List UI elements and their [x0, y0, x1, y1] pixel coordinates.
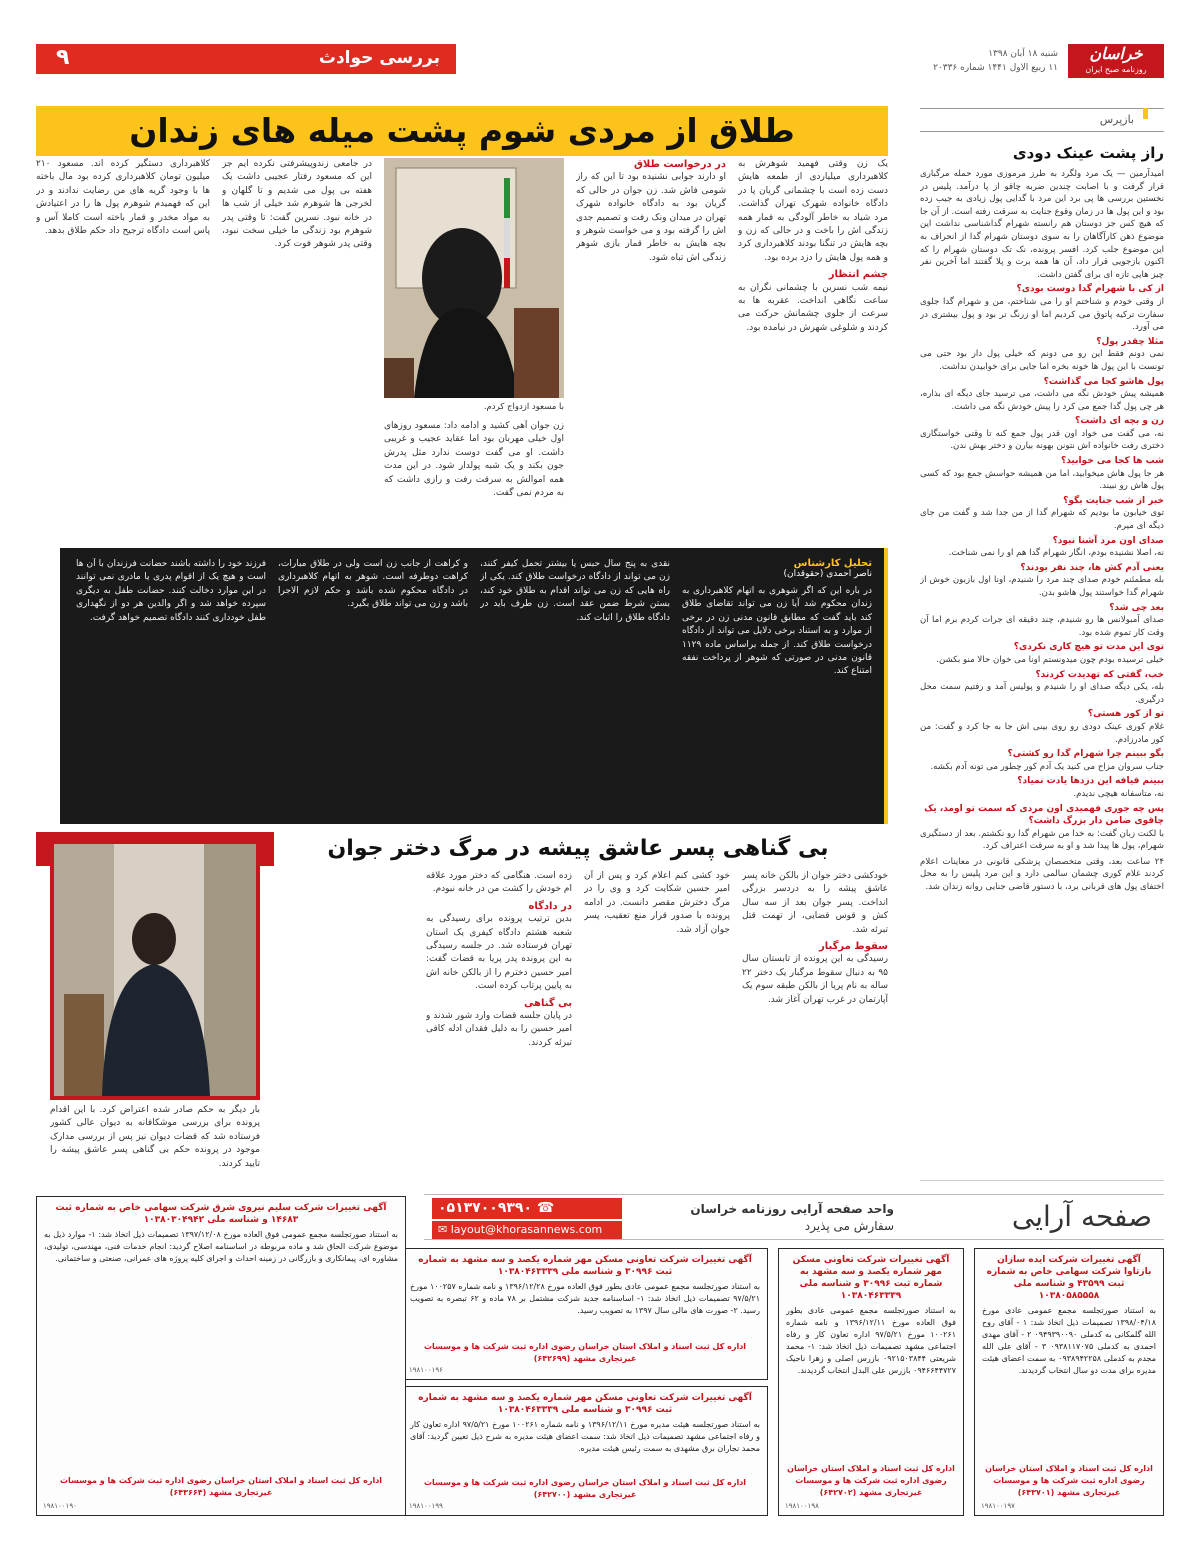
analysis-column-1: تحلیل کارشناس ناصر احمدی (حقوقدان) در باره این که اگر شوهری به اتهام کلاهبرداری به زندان محکوم شد آیا زن می تواند تقاضای طلاق کند باید گفت که مطابق قانون مدنی زن در برخی از موارد و به استناد برخی دلایل می تواند از دادگاه درخواست طلاق کند. از جمله براساس ماده ۱۱۲۹ قانون مدنی در صورتی که شوهر از پرداخت نفقه امتناع کند. — [682, 558, 872, 677]
sidebar-question: یعنی آدم کش ها، چند نفر بودند؟ — [1020, 562, 1164, 573]
phone-icon: ☎ — [532, 1200, 555, 1216]
sidebar-question: توی این مدت تو هیچ کاری نکردی؟ — [1013, 642, 1164, 653]
email-row — [432, 1221, 622, 1239]
sidebar-answer: نه، اصلا نشنیده بودم، انگار شهرام گدا هم او را نمی شناخت. — [948, 548, 1164, 559]
newspaper-logo — [1068, 44, 1164, 78]
sidebar-intro: امیدآرمین — یک مرد ولگرد به طرز مرموزی مورد حمله مرگباری قرار گرفت و با اصابت چندین ضربه چاقو از پا درآمد. پلیس در نخستین بررسی ها پی برد این مرد با گدایی پول زیادی به جیب زده بود و این پول ها در زمان وقوع جنایت به سرقت رفته است. از آن جا که هیچ کس جز دوستان هم رانسته شهرام گداشناسی نداشت این موضوع ذهن کارآگاهان را به سوی دوستان شهرام گدا از انحراف به این موضوع جلب کرد. افسر پرونده، نک تک دوستان شهرام را که اکنون بازجویی قرار داد، آن ها همه برت و پلا گفتند اما آخرین نفر چیز هایی تازه ای برای گفتن داشت. — [920, 169, 1164, 280]
sidebar-answer: توی خیابون ما بودیم که شهرام گدا از من جدا شد و گفت من جای دیگه ای میرم. — [920, 508, 1164, 532]
sidebar-question: مثلا چقدر پول؟ — [1096, 336, 1164, 347]
story-column-4: در جامعی زندوپیشرفتی نکرده ایم جز این که مسعود رفتار عجیبی داشت یک هفته بی پول می شدیم و تا گلهان و لخرجی ها شوهرم شد خیلی از شب ها در خانه نبود. نسرین گفت: تا وقتی پدر شوهرم بود زندگی ما خیلی سخت نبود، وقتی پدر شوهر فوت کرد. — [222, 159, 372, 250]
second-column-4: بار دیگر به حکم صادر شده اعتراض کرد. با این اقدام پرونده برای بررسی موشکافانه به دیوان عالی کشور فرستاده شد که قضات دیوان نیز پس از بررسی مدارک موجود در پرونده حکم بی گناهی پسر عاشق پیشه را تایید کردند. — [50, 1105, 260, 1169]
sidebar-answer: هر جا پول هاش میخوابید، اما من همیشه حواسش جمع بود که کسی پول هاش رو نبیند. — [920, 468, 1164, 492]
subhead-innocence: بی گناهی — [523, 997, 572, 1009]
main-story-body — [36, 158, 888, 538]
story-column-5: کلاهبرداری دستگیر کرده اند. مسعود ۲۱۰ میلیون تومان کلاهبرداری کرده بود مال باخته ها با وجود گریه های من رضایت ندادند و در این که فهمیدم شوهرم پول ها را در اعتیادش به مواد مخدر و قمار باخته است کاملا آس و پاس است دادگاه ترجیح داد حکم طلاق بدهد. — [36, 159, 210, 237]
sidebar-question: زن و بچه ای داشت؟ — [1075, 416, 1164, 427]
logo-subtitle: روزنامه صبح ایران — [1085, 65, 1147, 74]
photo-caption: با مسعود ازدواج کردم. — [483, 402, 564, 412]
sidebar-title: راز پشت عینک دودی — [1012, 144, 1164, 162]
masthead — [36, 44, 1164, 78]
main-story-headline — [36, 106, 888, 156]
story-column-2: در درخواست طلاق او دارند جوابی نشنیده بود تا این که راز شومی فاش شد. زن جوان در حالی که گریان بود به دادگاه خانواده شهرک تهران در میدان ونک رفت و تصمیم جدی اش را گرفته بود و می خواست شوهر و بچه هایش به خاطر قمار بازی شوهر زندگی اش تباه شود. — [576, 159, 726, 263]
subhead-divorce-request: در درخواست طلاق — [633, 159, 726, 170]
sidebar-question: تو از کور هستی؟ — [1087, 709, 1164, 720]
logo-text: خراسان — [1089, 44, 1143, 63]
sidebar-answer: با لکنت زبان گفت: به خدا من شهرام گدا رو نکشتم. بعد از دستگیری شهرام، پول ها پیدا شد و او به سرقت اعتراف کرد. — [920, 828, 1164, 852]
sidebar-answer: از وقتی خودم و شناختم او را می شناختم، من و شهرام گدا جلوی سفارت ترکیه پاتوق می کردیم اما او زرنگ تر بود و پول بیشتری در می آورد. — [920, 296, 1164, 333]
subhead-waiting: چشم انتظار — [828, 269, 888, 281]
layout-service-ad — [424, 1194, 1164, 1240]
issue-date: شنبه ۱۸ آبان ۱۳۹۸ ۱۱ ربیع الاول ۱۴۴۱ شماره ۲۰۳۳۶ — [933, 49, 1058, 73]
section-banner — [36, 44, 456, 74]
headline-text: بی گناهی پسر عاشق پیشه در مرگ دختر جوان — [327, 836, 829, 861]
subhead-court: در دادگاه — [528, 900, 572, 912]
sidebar-answer: نمی دونم فقط این رو می دونم که خیلی پول دار بود حتی می تونست با این پول ها خونه بخره اما جایی برای خوابیدن نداشت. — [920, 349, 1164, 372]
story-column-1: یک زن وقتی فهمید شوهرش به کلاهبرداری میلیاردی از طمعه هایش دست زده است با چشمانی گریان پا در دادگاه خانواده شهرک تهران گذاشت. مرد شیاد به خاطر آلودگی به قمار همه زندگی اش را باخت و در حالی که زن و بچه هایش در تنگنا بودند کلاهبرداری کرد و همه پول هایش را دزد برده بود. چشم انتظار نیمه شب نسرین با چشمانی نگران به ساعت نگاهی انداخت. عقربه ها به سرعت از جلوی چشمانش حرکت می کردند و شلوغی شهرش در نیامده بود. — [738, 159, 888, 333]
ad-title: صفحه آرایی — [1011, 1200, 1152, 1233]
legal-notice-3: آگهی تغییرات شرکت تعاونی مسکن مهر شماره یکصد و سه مشهد به شماره ثبت ۳۰۹۹۶ و شناسه ملی ۱۰۳۸۰۴۶۳۳۳۹ به استناد صورتجلسه مجمع عمومی عادی بطور فوق العاده مورخ ۱۳۹۶/۱۲/۲۸ و نامه شماره ۱۰۰۲۵۷ مورخ ۹۷/۵/۲۱ تصمیمات ذیل اتخاذ شد: ۱- اساسنامه جدید شرکت مشتمل بر ۷۸ ماده و ۶۲ تبصره به تصویب رسید. ۲- صورت های مالی سال ۱۳۹۷ به تصویب رسید. اداره کل ثبت اسناد و املاک استان خراسان رضوی اداره ثبت شرکت ها و موسسات غیرتجاری مشهد (۶۴۲۶۹۹) ۱۹۸۱۰۰۱۹۶ — [402, 1248, 768, 1380]
sidebar-question: خبر از شب جنایت بگو؟ — [1063, 495, 1164, 506]
sidebar-answer: بله مطمئنم خودم صدای چند مرد را شنیدم، اونا اول بازبون خوش از شهرام گدا خواستند پول هاشو بدن. — [920, 575, 1164, 598]
woman-in-court-photo — [384, 158, 564, 398]
sidebar-question: پس چه جوری فهمیدی اون مردی که سمت تو اومد، یک چاقوی ضامن دار بزرگ داشت؟ — [924, 803, 1164, 827]
legal-notice-2: آگهی تغییرات شرکت تعاونی مسکن مهر شماره یکصد و سه مشهد به شماره ثبت ۳۰۹۹۶ و شناسه ملی ۱۰۳۸۰۴۶۳۳۳۹ به استناد صورتجلسه مجمع عمومی عادی بطور فوق العاده مورخ ۱۳۹۶/۱۲/۱۱ و نامه شماره ۱۰۰۲۶۱ مورخ ۹۷/۵/۲۱ اداره تعاون کار و رفاه اجتماعی مشهد تصمیمات ذیل اتخاذ شد: ۱- محمد شریعتی ۰۹۲۱۵۰۳۸۴۴ بازرس اصلی و زهرا ناجیک ۰۹۴۶۶۴۴۷۲۷ بازرس علی البدل انتخاب گردیدند. اداره کل ثبت اسناد و املاک استان خراسان رضوی اداره ثبت شرکت ها و موسسات غیرتجاری مشهد (۶۴۲۷۰۲) ۱۹۸۱۰۰۱۹۸ — [778, 1248, 964, 1516]
sidebar-ending: ۲۴ ساعت بعد، وقتی متخصصان پزشکی قانونی در معاینات اعلام کردند غلام کوری چشمان سالمی دارد و این مرد پلیس را به محل اختفای پول های قربانی برد، با دستور قاضی جنایی روانه زندان شد. — [920, 856, 1164, 893]
sidebar-question: از کی با شهرام گدا دوست بودی؟ — [1016, 284, 1164, 295]
sidebar-answer: همیشه پیش خودش نگه می داشت، می ترسید جای دیگه ای بذاره، هر چی پول گدا جمع می کرد را پیش خودش نگه می داشت. — [920, 389, 1164, 412]
phone-number: ۰۵۱۳۷۰۰۹۳۹۰ — [438, 1200, 532, 1216]
sidebar-question: ببینم قیافه این دزدها یادت نمیاد؟ — [1017, 776, 1164, 787]
second-story-photo — [50, 840, 260, 1100]
sidebar-question: پول هاشو کجا می گذاشت؟ — [1043, 376, 1164, 387]
sidebar-answer: بله، یکی دیگه صدای او را شنیدم و پولیس آمد و رفتیم سمت محل درگیری. — [920, 682, 1164, 705]
bullet-marker — [1143, 108, 1148, 119]
email-address[interactable]: layout@khorasannews.com — [450, 1223, 603, 1236]
sidebar-question: صدای اون مرد آشنا نبود؟ — [1052, 535, 1164, 546]
analysis-column-2: نقدی به پنج سال حبس یا بیشتر تحمل کیفر کنند، زن می تواند از دادگاه درخواست طلاق کند. یکی از راه هایی که زن می تواند اقدام به طلاق خود کند، بستن شرط ضمن عقد است. زن طرف باید در دادگاه طلاق را اثبات کند. — [480, 559, 670, 623]
legal-notice-1: آگهی تغییرات شرکت ایده سازان بازتاوا شرکت سهامی خاص به شماره ثبت ۴۳۵۹۹ و شناسه ملی ۱۰۳۸۰۵۸۵۵۵۸ به استناد صورتجلسه مجمع عمومی عادی مورخ ۱۳۹۸/۰۴/۱۸ تصمیمات ذیل اتخاذ شد: ۱ - آقای روح الله گلمکانی به کدملی ۰۹۴۹۳۹۰۰۹۰ ۲ - آقای مهدی احمدی به کدملی ۰۹۳۸۱۱۷۰۷۵ ۳ - آقای علی الله مجدم به کدملی ۰۹۳۸۹۴۲۲۵۸ به سمت اعضای هیئت مدیره برای مدت دو سال انتخاب گردیدند. اداره کل ثبت اسناد و املاک استان خراسان رضوی اداره ثبت شرکت ها و موسسات غیرتجاری مشهد (۶۴۳۷۰۱) ۱۹۸۱۰۰۱۹۷ — [974, 1248, 1164, 1516]
email-icon: ✉ — [438, 1223, 451, 1236]
page-number: ۹ — [56, 45, 70, 70]
sidebar-question: بعد چی شد؟ — [1109, 602, 1164, 613]
sidebar-answer: جناب سروان مزاح می کنید یک آدم کور چطور می تونه آدم بکشه. — [930, 761, 1164, 772]
legal-notice-5: آگهی تغییرات شرکت سلیم نیروی شرق شرکت سهامی خاص به شماره ثبت ۱۴۶۸۳ و شناسه ملی ۱۰۳۸۰۳۰۴۹۴۲ به استناد صورتجلسه مجمع عمومی فوق العاده مورخ ۱۳۹۷/۱۲/۰۸ تصمیمات ذیل اتخاذ شد: ۱- موارد ذیل به موضوع شرکت الحاق شد و ماده مربوطه در اساسنامه اصلاح گردید: انجام خدمات فنی، مهندسی، تولیدی، مشاوره ای، پیمانکاری و بازرگانی در زمینه احداث و اجرای کلیه پروژه های عمرانی، صنعتی و ساختمانی. اداره کل ثبت اسناد و املاک استان خراسان رضوی اداره ثبت شرکت ها و موسسات غیرتجاری مشهد (۶۴۳۶۶۴) ۱۹۸۱۰۰۱۹۰ — [36, 1196, 406, 1516]
sidebar-question: شب ها کجا می خوابید؟ — [1061, 456, 1164, 467]
sidebar-qa-list — [920, 283, 1164, 853]
ad-lines: واحد صفحه آرایی روزنامه خراسان سفارش می پذیرد — [690, 1202, 894, 1233]
ad-contact — [432, 1198, 622, 1239]
sidebar-answer: نه، متاسفانه هیچی ندیدم. — [1073, 788, 1164, 799]
second-column-2: خود کشی کنم اعلام کرد و پس از آن امیر حسین شکایت کرد و وی را در مرگ دخترش مقصر دانست. در ادامه پرونده با صدور قرار منع تعقیب، پسر جوان آزاد شد. — [584, 871, 730, 935]
subhead-fatal-fall: سقوط مرگبار — [819, 941, 888, 953]
analysis-author: ناصر احمدی (حقوقدان) — [783, 569, 872, 579]
expert-analysis-box — [60, 548, 888, 824]
sidebar-question: بگو ببینم چرا شهرام گدا رو کشتی؟ — [1007, 749, 1164, 760]
phone-row — [432, 1198, 622, 1219]
second-column-3: زده است. هنگامی که دختر مورد علاقه ام خودش را کشت من در خانه نبودم. در دادگاه بدین ترتیب پرونده برای رسیدگی به شعبه هشتم دادگاه کیفری یک استان تهران فرستاده شد. در جلسه رسیدگی به این پرونده پدر پریا به قضات گفت: امیر حسین دخترم را از بالکن خانه اش به پایین پرتاب کرده است. بی گناهی در پایان جلسه قضات وارد شور شدند و امیر حسین را به دلیل فقدان ادله کافی تبرئه کردند. — [426, 871, 572, 1048]
sidebar-label-bar — [920, 108, 1164, 132]
analysis-column-3: و کراهت از جانب زن است ولی در طلاق مبارات، کراهت دوطرفه است. شوهر به اتهام کلاهبرداری در دادگاه محکوم شده باشد و حکم لازم الاجرا باشد و زن می تواند طلاق بگیرد. — [278, 559, 468, 610]
analysis-kicker: تحلیل کارشناس — [793, 558, 872, 569]
sidebar-answer: خیلی ترسیده بودم چون میدونستم اونا می خوان حالا منو بکشن. — [936, 654, 1164, 665]
second-column-1: خودکشی دختر جوان از بالکن خانه پسر عاشق پیشه را به دردسر بزرگی انداخت. پسر جوان بعد از سه سال کش و قوس قضایی، از تهمت قتل تبرئه شد. سقوط مرگبار رسیدگی به این پرونده از تابستان سال ۹۵ به دنبال سقوط مرگبار یک دختر ۲۲ ساله به نام پریا از بالکن طبقه سوم یک آپارتمان در غرب تهران آغاز شد. — [742, 871, 888, 1005]
story-column-3: زن جوان آهی کشید و ادامه داد: مسعود روزهای اول خیلی مهربان بود اما عقاید عجیب و غریبی داشت. او می گفت دوست ندارد مثل پدرش جون بکند و یک شبه پولدار شود. در این مدت همه اموالش به سرقت رفت و رازی داشت که به مردم نمی گفت. — [384, 421, 564, 499]
man-back-view-photo — [54, 844, 256, 1096]
sidebar-answer: صدای آمبولانس ها رو شنیدم، چند دقیقه ای جرات کردم برم اما آن وقت کار تموم شده بود. — [920, 615, 1164, 638]
sidebar-answer: غلام کوری عینک دودی رو روی بینی اش جا به جا کرد و گفت: من کور مادرزادم. — [920, 721, 1164, 745]
legal-notice-4: آگهی تغییرات شرکت تعاونی مسکن مهر شماره یکصد و سه مشهد به شماره ثبت ۳۰۹۹۶ و شناسه ملی ۱۰۳۸۰۴۶۳۳۳۹ به استناد صورتجلسه هیئت مدیره مورخ ۱۳۹۶/۱۲/۱۱ و نامه شماره ۱۰۰۲۶۱ مورخ ۹۷/۵/۲۱ اداره تعاون کار و رفاه اجتماعی مشهد تصمیمات ذیل اتخاذ شد: سمت اعضای هیئت مدیره به شرح ذیل تعیین گردید: آقای محمد نجاران برق مشهدی به سمت رئیس هیئت مدیره. اداره کل ثبت اسناد و املاک استان خراسان رضوی اداره ثبت شرکت ها و موسسات غیرتجاری مشهد (۶۴۲۷۰۰) ۱۹۸۱۰۰۱۹۹ — [402, 1386, 768, 1516]
analysis-column-4: فرزند خود را داشته باشند حضانت فرزندان با آن ها است و هیچ یک از اقوام پدری یا مادری نمی توانند در این موارد دخالت کنند. حضانت طفل به دیگری سپرده خواهد شد و اگر والدین هر دو از نگهداری طفل خودداری کنند دادگاه تصمیم خواهد گرفت. — [76, 559, 266, 623]
second-story-body — [270, 870, 888, 1182]
sidebar-question: خب، گفتی که تهدیدت کردند؟ — [1035, 669, 1164, 680]
sidebar-column — [920, 108, 1164, 1181]
section-title: بررسی حوادث — [318, 48, 440, 68]
column-label: بازپرس — [1099, 113, 1134, 126]
headline-text: طلاق از مردی شوم پشت میله های زندان — [129, 111, 795, 150]
story-photo — [384, 158, 564, 398]
sidebar-answer: نه، می گفت می خواد اون قدر پول جمع کنه تا وقتی خواستگاری دختری رفت خانواده اش نتونن بهونه بیارن و دختر بهش ندن. — [920, 428, 1164, 452]
